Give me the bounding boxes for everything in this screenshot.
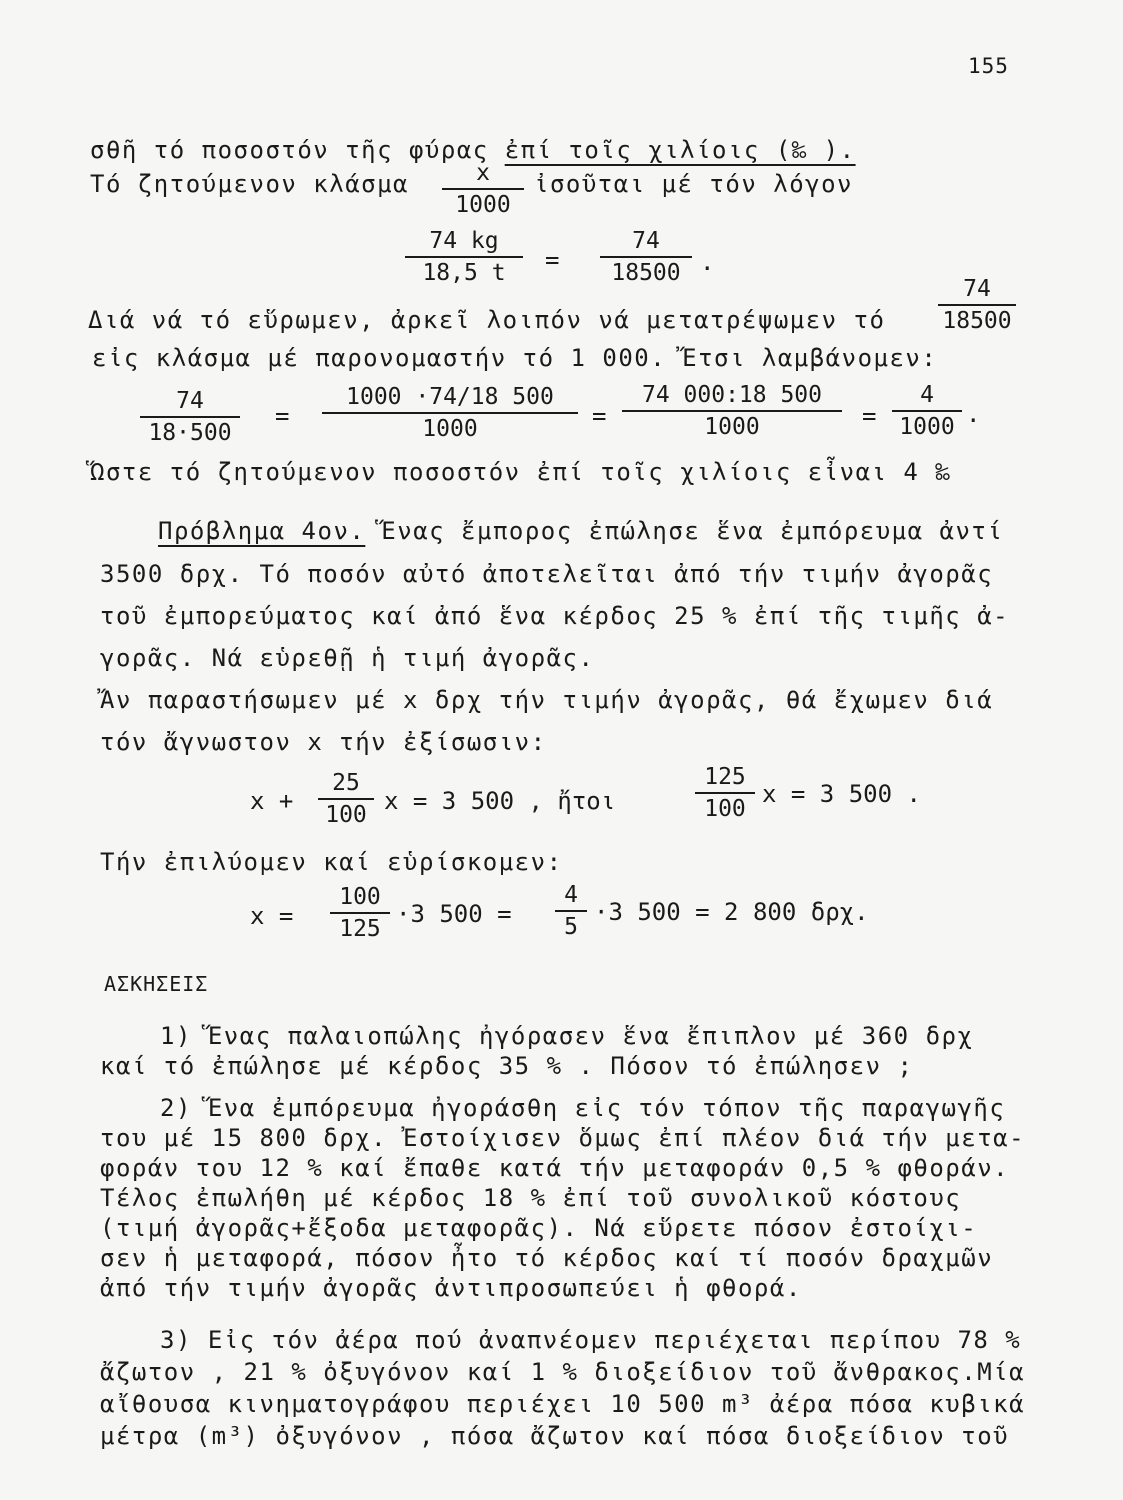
- fraction: [140, 388, 240, 446]
- fraction-denominator: 5: [564, 914, 578, 940]
- fraction-denominator: 125: [339, 916, 381, 942]
- fraction-numerator: 25: [318, 770, 374, 800]
- fraction-numerator: 4: [892, 382, 962, 412]
- text-line: Διά νά τό εὕρωμεν, ἀρκεῖ λοιπόν νά μετατρέψωμεν τό: [88, 306, 886, 334]
- text-line: αἴθουσα κινηματογράφου περιέχει 10 500 m³ ἀέρα πόσα κυβικά: [100, 1390, 1026, 1418]
- text-line: εἰς κλάσμα μέ παρονομαστήν τό 1 000. Ἔτσι λαμβάνομεν:: [92, 344, 938, 372]
- fraction-numerator: 100: [330, 884, 390, 914]
- fraction-numerator: 74: [938, 276, 1016, 306]
- text-line: Ἄν παραστήσωμεν μέ x δρχ τήν τιμήν ἀγορᾶς, θά ἔχωμεν διά: [100, 686, 994, 714]
- fraction-denominator: 18500: [611, 260, 681, 286]
- equals-sign: =: [275, 402, 290, 430]
- fraction: [555, 882, 587, 940]
- equation-text: x =: [250, 902, 294, 930]
- text-line: καί τό ἐπώλησε μέ κέρδος 35 % . Πόσον τό ἐπώλησεν ;: [100, 1052, 914, 1080]
- fraction-denominator: 100: [325, 802, 367, 828]
- underlined-phrase: ἐπί τοῖς χιλίοις (‰ ).: [504, 136, 856, 164]
- fraction-denominator: 1000: [704, 414, 760, 440]
- text-line: ἄζωτον , 21 % ὀξυγόνον καί 1 % διοξείδιον τοῦ ἄνθρακος.Μία: [100, 1358, 1026, 1386]
- text-line: ἰσοῦται μέ τόν λόγον: [534, 170, 853, 198]
- fraction-numerator: 74: [600, 228, 692, 258]
- fraction-numerator: x: [442, 160, 524, 190]
- equation-text: x = 3 500 .: [762, 780, 921, 808]
- equals-sign: =: [545, 246, 560, 274]
- problem-title: Πρόβλημα 4ον.: [158, 517, 366, 545]
- fraction-denominator: 1000: [899, 414, 955, 440]
- fraction-numerator: 74 kg: [405, 228, 523, 258]
- fraction-denominator: 18·500: [148, 420, 232, 446]
- text-line: (τιμή ἀγορᾶς+ἔξοδα μεταφορᾶς). Νά εὕρετε πόσον ἐστοίχι-: [100, 1214, 978, 1242]
- text-line: [158, 517, 1003, 545]
- fraction: [322, 384, 578, 442]
- equation-text: ·3 500 = 2 800 δρχ.: [594, 898, 869, 926]
- text-line: 1) Ἕνας παλαιοπώλης ἠγόρασεν ἕνα ἔπιπλον μέ 360 δρχ: [160, 1022, 974, 1050]
- text-line: 2) Ἕνα ἐμπόρευμα ἠγοράσθη εἰς τόν τόπον τῆς παραγωγῆς: [160, 1094, 1006, 1122]
- fraction-numerator: 74: [140, 388, 240, 418]
- equation-text: ·3 500 =: [396, 900, 512, 928]
- text-line: 3500 δρχ. Τό ποσόν αὐτό ἀποτελεῖται ἀπό τήν τιμήν ἀγορᾶς: [100, 560, 994, 588]
- text-line: τόν ἄγνωστον x τήν ἐξίσωσιν:: [100, 728, 547, 756]
- text-line: Τήν ἐπιλύομεν καί εὑρίσκομεν:: [100, 848, 563, 876]
- text-span: Ἕνας ἔμπορος ἐπώλησε ἕνα ἐμπόρευμα ἀντί: [365, 517, 1004, 545]
- equals-sign: =: [862, 402, 877, 430]
- fraction-denominator: 100: [704, 796, 746, 822]
- text-line: μέτρα (m³) ὀξυγόνον , πόσα ἄζωτον καί πόσα διοξείδιον τοῦ: [100, 1422, 1010, 1450]
- fraction-numerator: 1000 ·74/18 500: [322, 384, 578, 414]
- text-line: Ὥστε τό ζητούμενον ποσοστόν ἐπί τοῖς χιλίοις εἶναι 4 ‰: [90, 458, 952, 486]
- fraction: [318, 770, 374, 828]
- fraction: [695, 764, 755, 822]
- fraction: [442, 160, 524, 218]
- text-span: σθῆ τό ποσοστόν τῆς φύρας: [90, 136, 505, 164]
- text-line: γορᾶς. Νά εὑρεθῇ ἡ τιμή ἀγορᾶς.: [100, 644, 595, 672]
- text-line: 3) Εἰς τόν ἀέρα πού ἀναπνέομεν περιέχεται περίπου 78 %: [160, 1326, 1022, 1354]
- fraction: [600, 228, 692, 286]
- equals-sign: =: [592, 402, 607, 430]
- text-line: Τό ζητούμενον κλάσμα: [90, 170, 409, 198]
- fraction: [892, 382, 962, 440]
- fraction-denominator: 1000: [455, 192, 511, 218]
- fraction-numerator: 4: [555, 882, 587, 912]
- fraction-denominator: 18500: [942, 308, 1012, 334]
- equation-text: x +: [250, 787, 294, 815]
- text-line: φοράν του 12 % καί ἔπαθε κατά τήν μεταφοράν 0,5 % φθοράν.: [100, 1154, 1010, 1182]
- period: .: [966, 400, 981, 428]
- equation-text: x = 3 500 , ἤτοι: [384, 787, 616, 815]
- fraction-numerator: 74 000:18 500: [622, 382, 842, 412]
- fraction: [622, 382, 842, 440]
- text-line: τοῦ ἐμπορεύματος καί ἀπό ἕνα κέρδος 25 % ἐπί τῆς τιμῆς ἀ-: [100, 602, 1010, 630]
- text-line: Τέλος ἐπωλήθη μέ κέρδος 18 % ἐπί τοῦ συνολικοῦ κόστους: [100, 1184, 962, 1212]
- fraction-numerator: 125: [695, 764, 755, 794]
- period: .: [700, 248, 715, 276]
- fraction-denominator: 18,5 t: [422, 260, 506, 286]
- exercises-heading: ΑΣΚΗΣΕΙΣ: [104, 972, 209, 996]
- fraction: [330, 884, 390, 942]
- text-line: του μέ 15 800 δρχ. Ἐστοίχισεν ὅμως ἐπί πλέον διά τήν μετα-: [100, 1124, 1026, 1152]
- fraction: [405, 228, 523, 286]
- page-number: 155: [968, 54, 1009, 78]
- text-line: ἀπό τήν τιμήν ἀγορᾶς ἀντιπροσωπεύει ἡ φθορά.: [100, 1274, 802, 1302]
- fraction-denominator: 1000: [422, 416, 478, 442]
- fraction: [938, 276, 1016, 334]
- text-line: σεν ἡ μεταφορά, πόσον ἦτο τό κέρδος καί τί ποσόν δραχμῶν: [100, 1244, 994, 1272]
